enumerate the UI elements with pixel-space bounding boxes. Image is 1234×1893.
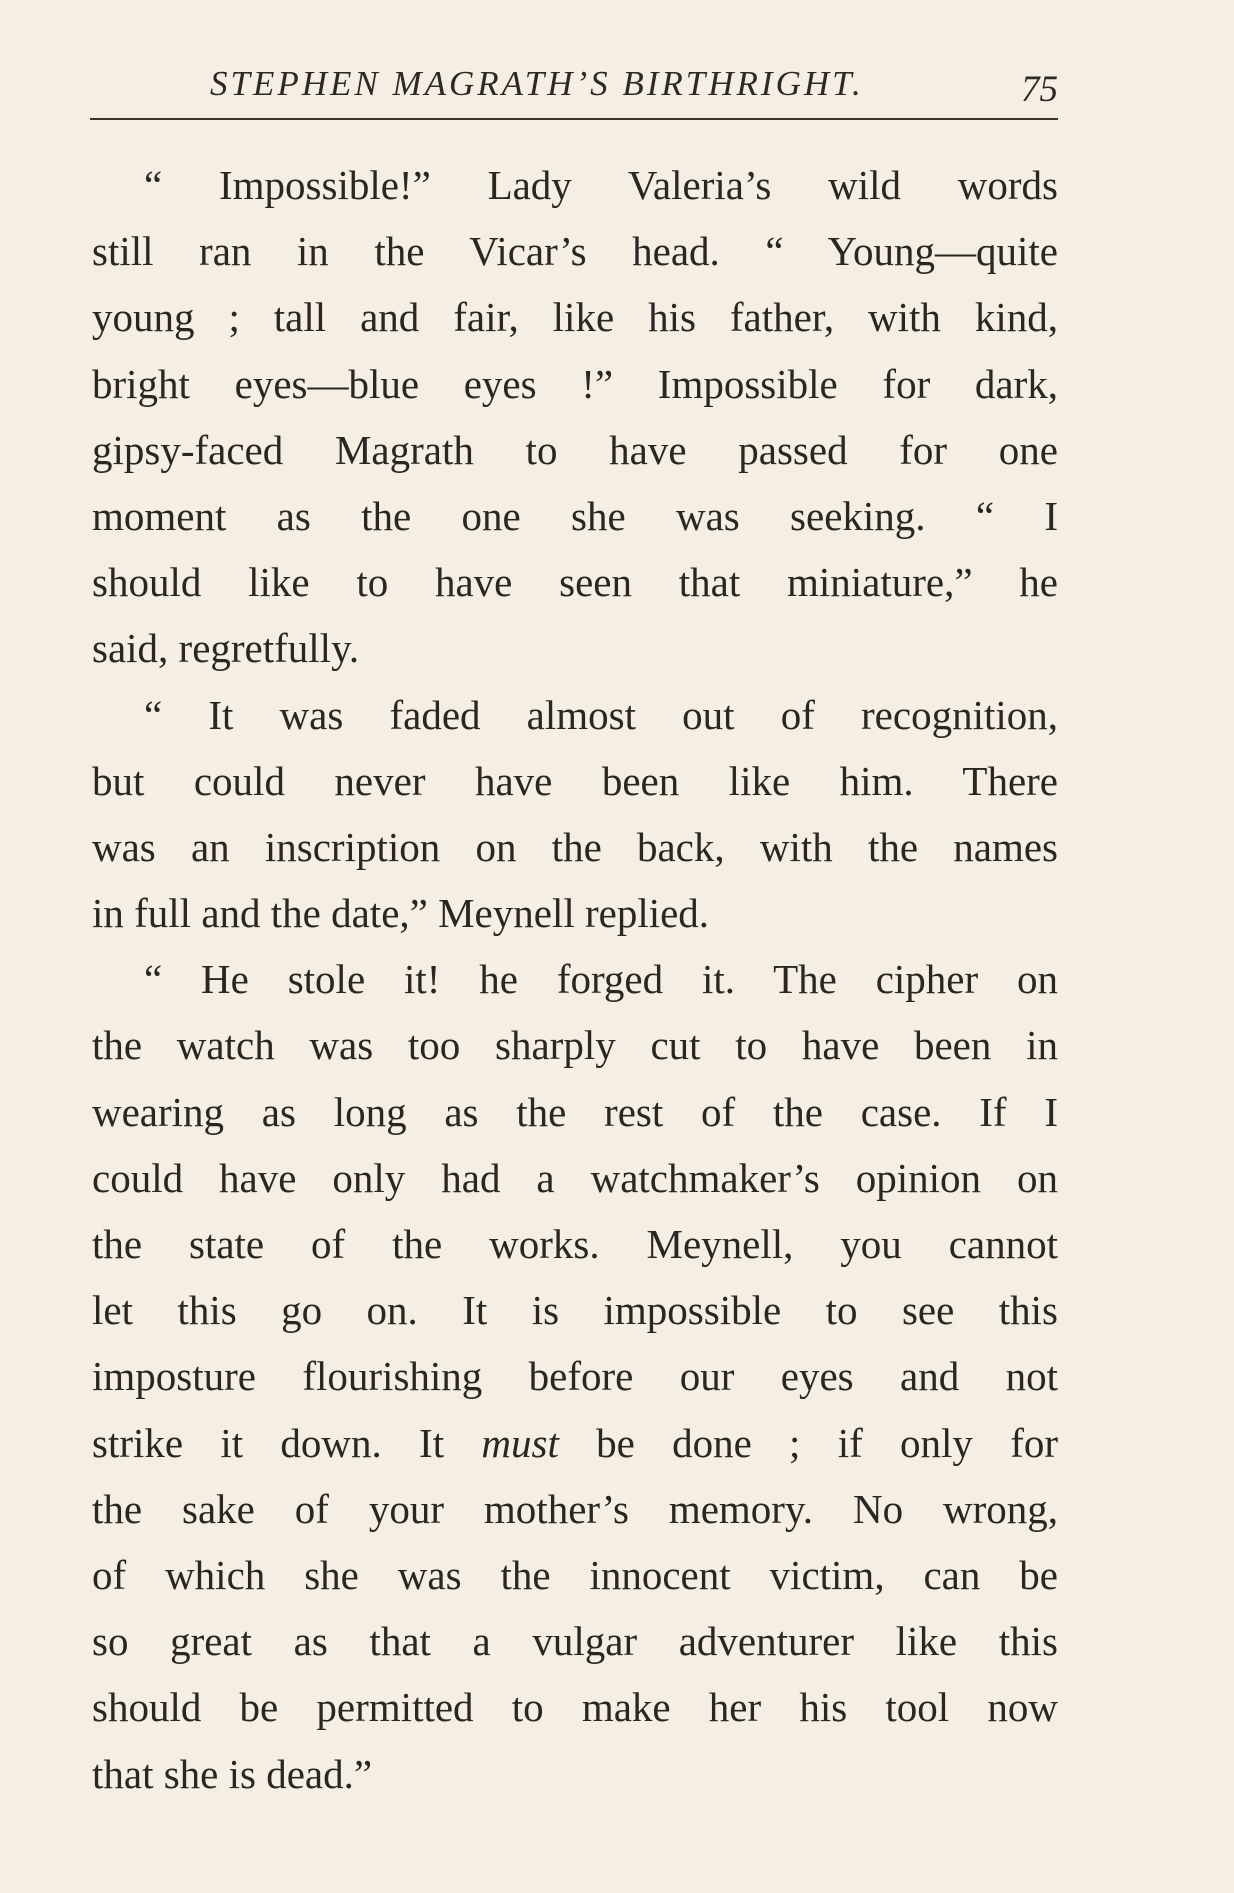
text-line: said, regretfully. bbox=[92, 625, 360, 672]
text-line: that she is dead.” bbox=[92, 1750, 373, 1797]
text-line: could have only had a watchmaker’s opinion on bbox=[92, 1154, 1058, 1201]
text-line: should like to have seen that miniature,” he bbox=[92, 559, 1058, 606]
text-line: young ; tall and fair, like his father, with kind, bbox=[92, 294, 1058, 341]
text-line: still ran in the Vicar’s head. “ Young—quite bbox=[92, 228, 1058, 275]
text-line: moment as the one she was seeking. “ I bbox=[92, 492, 1058, 539]
text-line: was an inscription on the back, with the names bbox=[92, 823, 1058, 870]
emphasized-word: must bbox=[481, 1419, 559, 1466]
text-line: “ He stole it! he forged it. The cipher on bbox=[144, 956, 1058, 1003]
text-line: “ It was faded almost out of recognition, bbox=[144, 691, 1058, 738]
text-line: but could never have been like him. There bbox=[92, 757, 1058, 804]
text-line: so great as that a vulgar adventurer like this bbox=[92, 1618, 1058, 1665]
text-line: “ Impossible!” Lady Valeria’s wild words bbox=[144, 162, 1058, 208]
page-number: 75 bbox=[1021, 69, 1058, 110]
text-line: should be permitted to make her his tool now bbox=[92, 1684, 1058, 1731]
running-title: STEPHEN MAGRATH’S BIRTHRIGHT. bbox=[210, 64, 864, 103]
line-start: strike it down. It bbox=[92, 1419, 482, 1466]
line-end: be done ; if only for bbox=[558, 1419, 1059, 1466]
text-line: the watch was too sharply cut to have been in bbox=[92, 1022, 1058, 1069]
text-line: the state of the works. Meynell, you cannot bbox=[92, 1221, 1058, 1267]
text-line: let this go on. It is impossible to see this bbox=[92, 1287, 1058, 1334]
text-line: imposture flourishing before our eyes and not bbox=[92, 1353, 1058, 1400]
text-line: of which she was the innocent victim, can be bbox=[92, 1551, 1058, 1598]
body-text bbox=[92, 152, 1058, 1807]
text-line: gipsy-faced Magrath to have passed for one bbox=[92, 426, 1058, 473]
text-line-with-emphasis bbox=[92, 1410, 1058, 1476]
text-line: bright eyes—blue eyes !” Impossible for dark, bbox=[92, 360, 1058, 407]
text-line: in full and the date,” Meynell replied. bbox=[92, 890, 710, 937]
page-header bbox=[90, 58, 1058, 120]
text-line: the sake of your mother’s memory. No wrong, bbox=[92, 1485, 1058, 1532]
text-line: wearing as long as the rest of the case. If I bbox=[92, 1088, 1058, 1135]
